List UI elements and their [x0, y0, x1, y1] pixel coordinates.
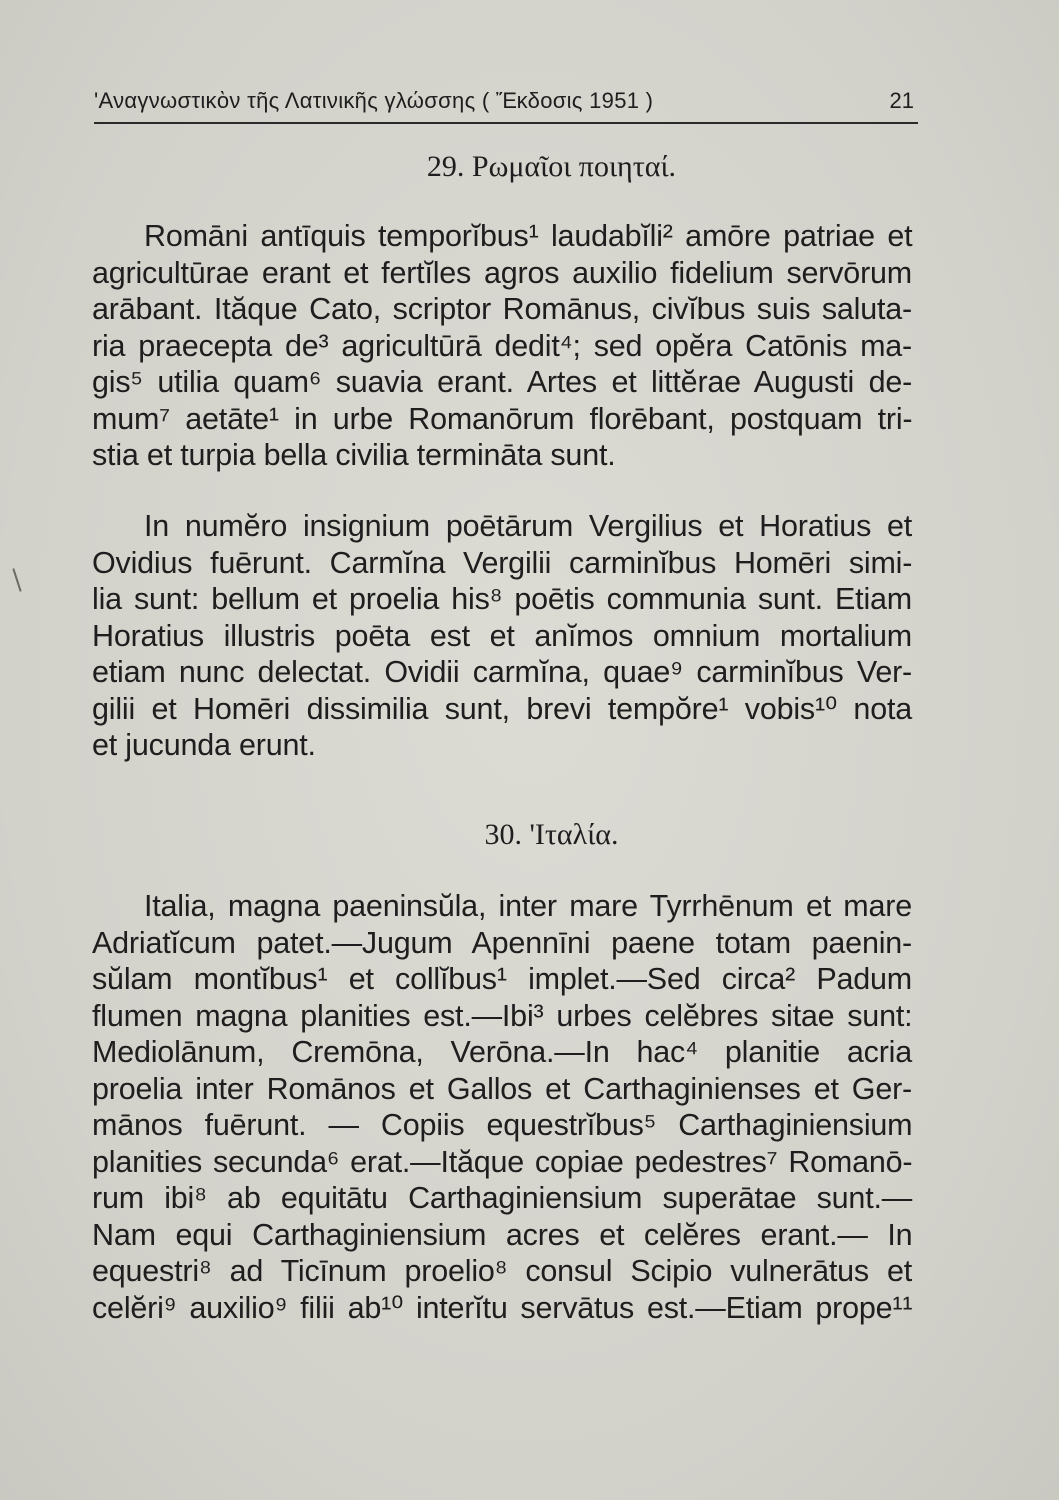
text-line: celĕri⁹ auxilio⁹ filii ab¹⁰ interĭtu servātus est.—Etiam prope¹¹ — [92, 1290, 913, 1325]
running-head-title: 'Αναγνωστικὸν τῆς Λατινικῆς γλώσσης ( Ἔκδοσις 1951 ) — [94, 88, 654, 113]
text-line: rum ibi⁸ ab equitātu Carthaginiensium superātae sunt.— — [92, 1181, 913, 1215]
text-line: et jucunda erunt. — [92, 728, 316, 762]
text-line: Romāni antīquis temporĭbus¹ laudabĭli² amōre patriae et — [144, 219, 913, 253]
section-30-heading: 30. 'Ιταλία. — [484, 818, 619, 851]
text-line: Adriatĭcum patet.—Jugum Apennīni paene totam paenin- — [92, 925, 912, 960]
section-29-paragraph-1 — [92, 218, 912, 474]
text-line: planities secunda⁶ erat.—Ităque copiae pedestres⁷ Romanō- — [92, 1144, 913, 1179]
text-line: sŭlam montĭbus¹ et collĭbus¹ implet.—Sed circa² Padum — [92, 962, 913, 996]
text-line: lia sunt: bellum et proelia his⁸ poētis communia sunt. Etiam — [92, 582, 912, 616]
text-line: flumen magna planities est.—Ibi³ urbes celĕbres sitae sunt: — [92, 998, 913, 1033]
margin-pencil-mark — [12, 568, 21, 591]
text-line: stia et turpia bella civilia termināta sunt. — [92, 438, 616, 472]
text-line: proelia inter Romānos et Gallos et Carthaginienses et Ger- — [92, 1071, 912, 1106]
text-line: mānos fuērunt. — Copiis equestrĭbus⁵ Carthaginiensium — [92, 1108, 913, 1142]
running-head — [94, 82, 918, 124]
section-29-heading: 29. Ρωμαῖοι ποιηταί. — [426, 150, 677, 183]
text-line: Horatius illustris poēta est et anĭmos omnium mortalium — [92, 618, 912, 653]
text-line: In numĕro insignium poētārum Vergilius et Horatius et — [144, 509, 912, 543]
text-line: equestri⁸ ad Ticīnum proelio⁸ consul Scipio vulnerātus et — [92, 1254, 912, 1288]
text-line: Ovidius fuērunt. Carmĭna Vergilii carminĭbus Homēri simi- — [92, 545, 913, 580]
text-line: Italia, magna paeninsŭla, inter mare Tyrrhēnum et mare — [144, 889, 912, 923]
text-line: arābant. Ităque Cato, scriptor Romānus, civĭbus suis saluta- — [92, 292, 912, 326]
section-29-paragraph-2 — [92, 508, 912, 764]
text-line: Mediolānum, Cremōna, Verōna.—In hac⁴ planitie acria — [92, 1035, 912, 1069]
text-line: gilii et Homēri dissimilia sunt, brevi tempŏre¹ vobis¹⁰ nota — [92, 691, 912, 726]
section-30-paragraph-1 — [92, 888, 912, 1326]
text-line: ria praecepta de³ agricultūrā dedit⁴; sed opĕra Catōnis ma- — [92, 328, 912, 363]
text-line: etiam nunc delectat. Ovidii carmĭna, quae⁹ carminĭbus Ver- — [92, 655, 912, 689]
page-number: 21 — [889, 88, 914, 113]
text-line: mum⁷ aetāte¹ in urbe Romanōrum florēbant, postquam tri- — [92, 401, 913, 436]
text-line: agricultūrae erant et fertĭles agros auxilio fidelium servōrum — [92, 255, 912, 290]
text-line: Nam equi Carthaginiensium acres et celĕres erant.— In — [92, 1217, 913, 1252]
text-line: gis⁵ utilia quam⁶ suavia erant. Artes et littĕrae Augusti de- — [92, 365, 913, 399]
